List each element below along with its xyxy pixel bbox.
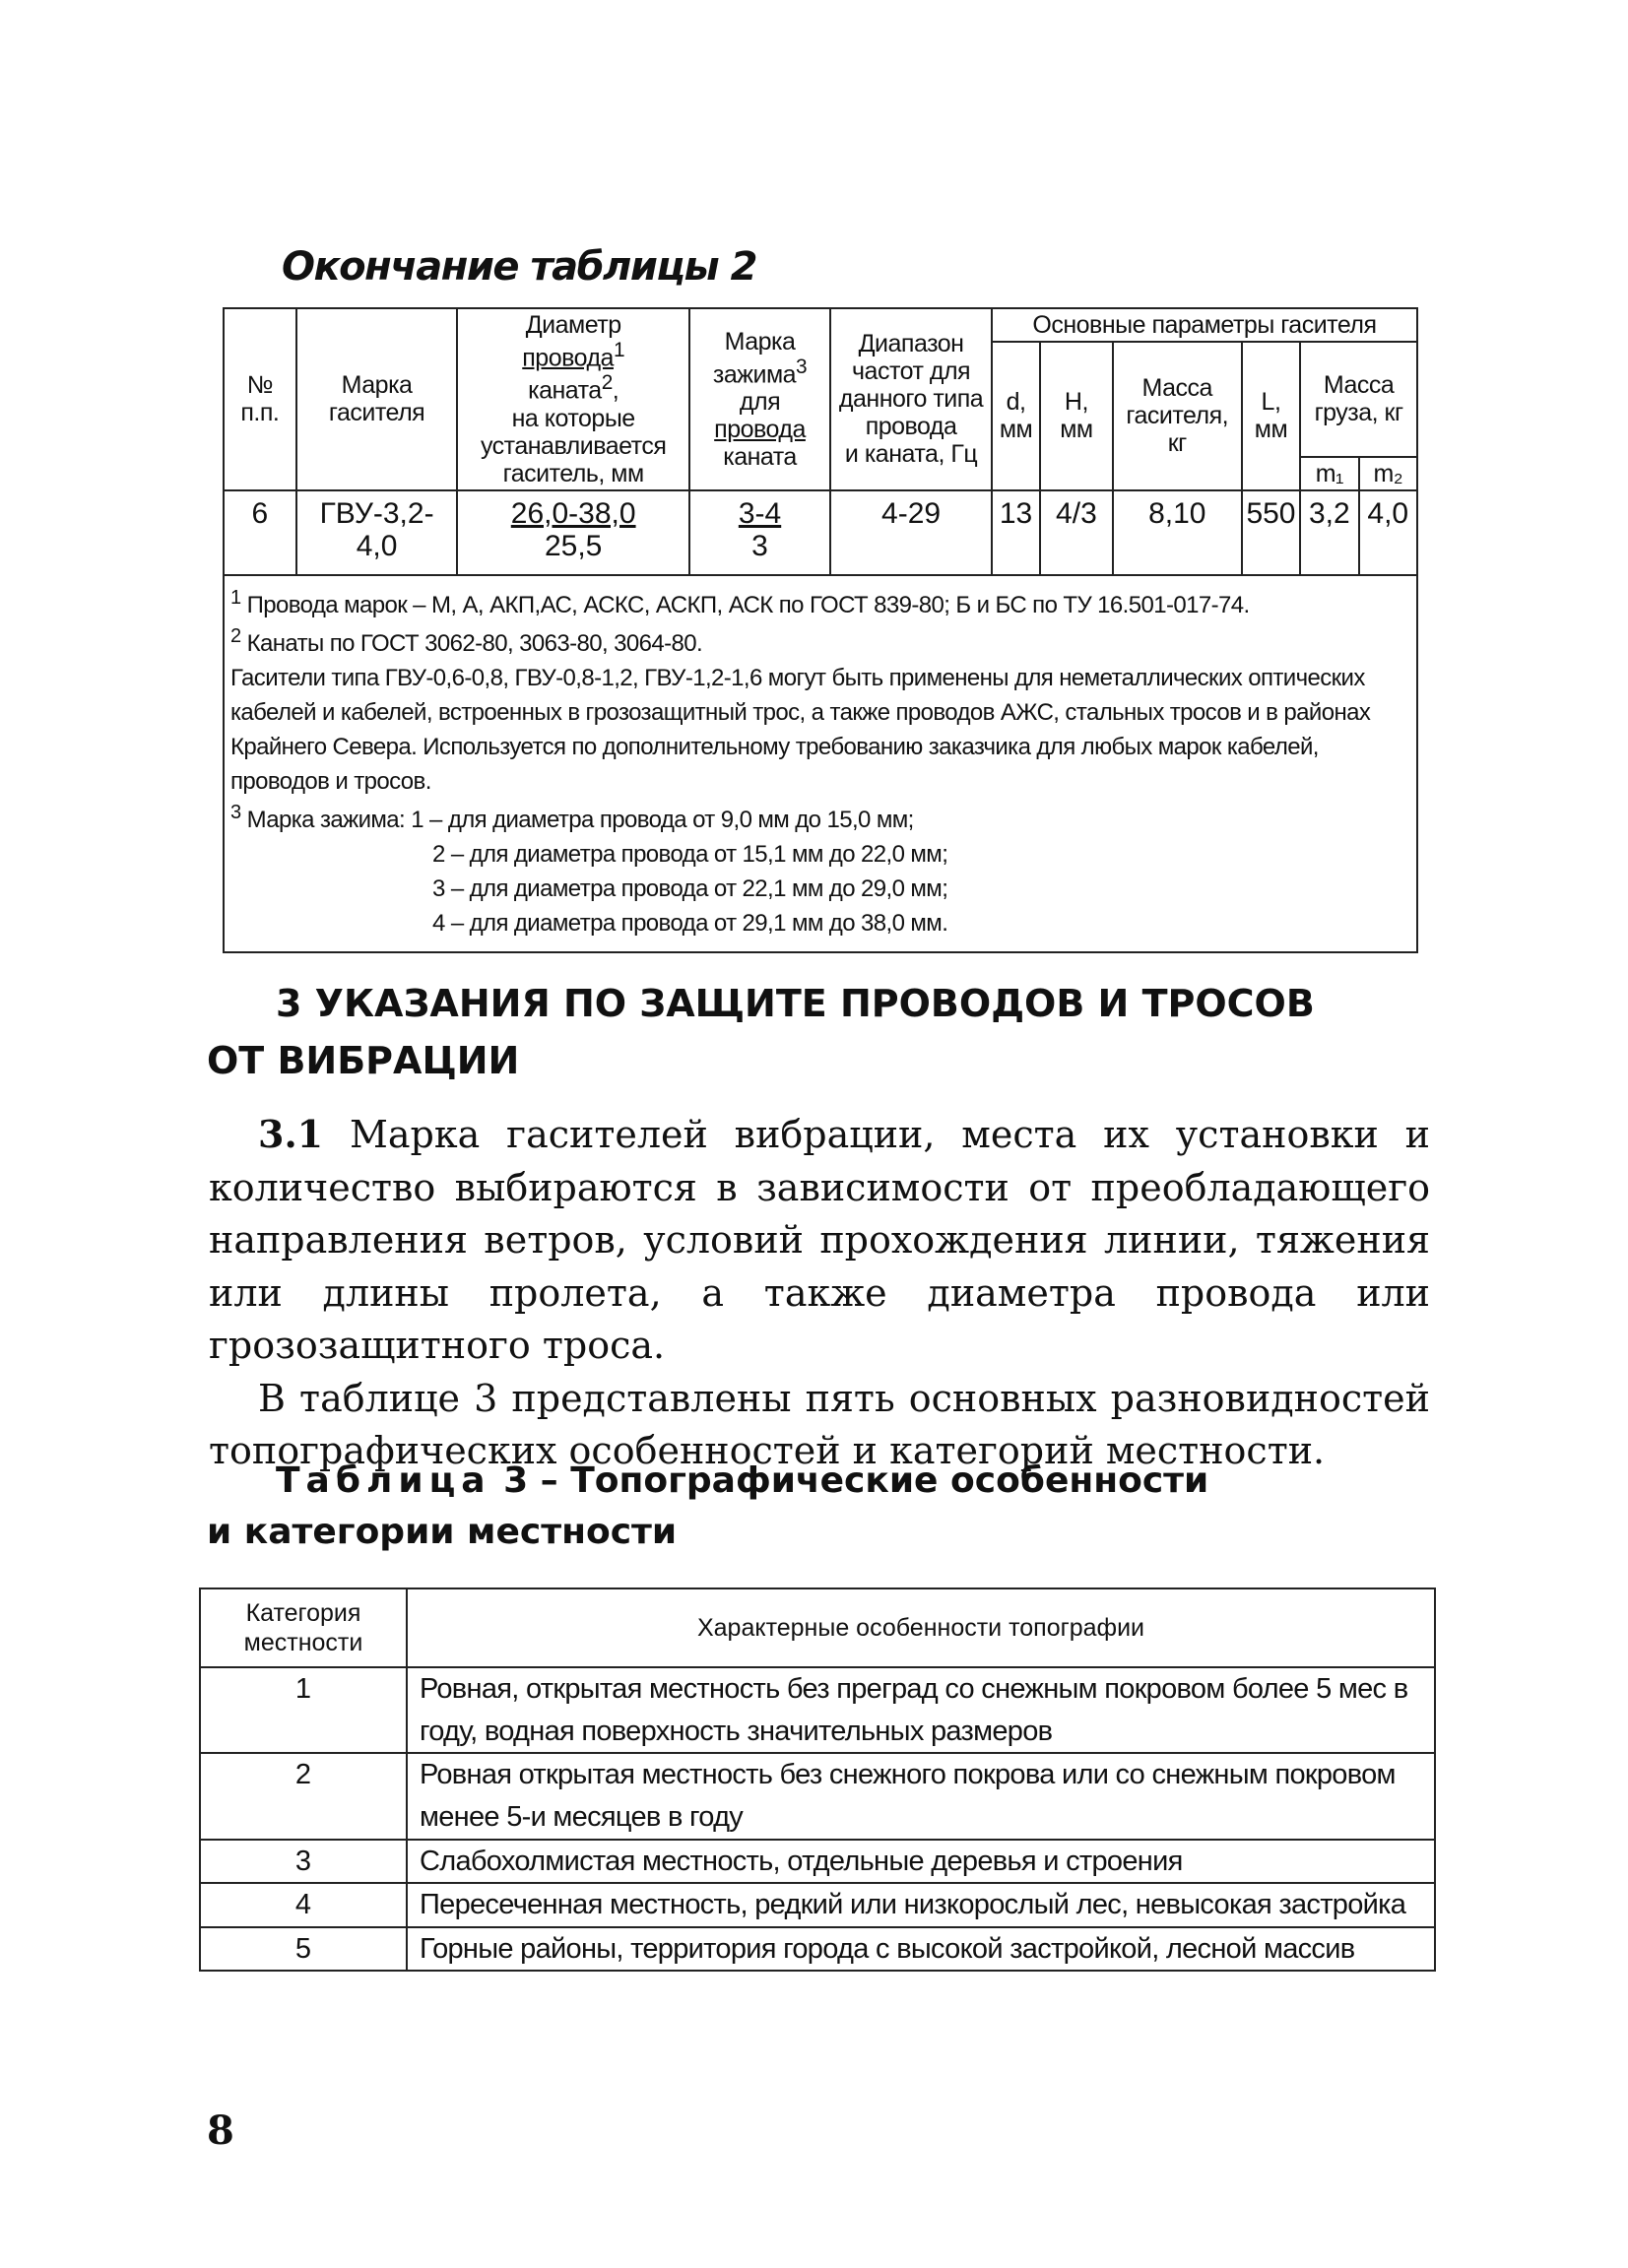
- header-h-1: H,: [1064, 388, 1088, 417]
- header-clamp-e: каната: [723, 442, 797, 471]
- header-freq-3: данного типа: [838, 385, 984, 414]
- header-num-line2: п.п.: [240, 399, 280, 427]
- category-cell: 2: [200, 1753, 407, 1839]
- description-cell: Горные районы, территория города с высокой застройкой, лесной массив: [407, 1927, 1435, 1972]
- header-diameter-c: каната: [528, 376, 602, 405]
- header-l: [1242, 342, 1300, 490]
- table-row: [200, 1840, 1435, 1884]
- header-load-mass: [1300, 342, 1417, 457]
- cell-d: 13: [992, 490, 1040, 575]
- header-l-2: мм: [1254, 416, 1288, 444]
- header-l-1: L,: [1261, 388, 1281, 417]
- table3-caption: [207, 1456, 1438, 1558]
- table-row: [200, 1927, 1435, 1972]
- cell-frequency: 4-29: [830, 490, 992, 575]
- table2-notes: [224, 575, 1417, 952]
- table3-caption-line1: [207, 1456, 1438, 1507]
- header-category-2: местности: [243, 1629, 363, 1656]
- section-heading: [207, 975, 1428, 1089]
- table3-body: [200, 1667, 1435, 1971]
- header-freq-4: провода: [865, 413, 957, 441]
- header-category: [200, 1588, 407, 1667]
- header-mass-2: гасителя,: [1126, 402, 1229, 430]
- category-cell: 3: [200, 1840, 407, 1884]
- category-cell: 1: [200, 1667, 407, 1753]
- header-diameter-e: устанавливается: [480, 431, 667, 460]
- header-brand-line1: Марка: [341, 371, 413, 400]
- header-d: [992, 342, 1040, 490]
- header-load-1: Масса: [1323, 371, 1395, 400]
- cell-l: 550: [1242, 490, 1300, 575]
- header-freq-2: частот для: [852, 357, 971, 386]
- header-freq-1: Диапазон: [858, 330, 964, 358]
- header-d-1: d,: [1006, 388, 1026, 417]
- header-diameter-c-tail: ,: [612, 376, 619, 405]
- cell-m2: 4,0: [1359, 490, 1417, 575]
- cell-diameter: [457, 490, 688, 575]
- cell-clamp-cable: 3: [751, 530, 768, 563]
- header-diameter-b-sup: 1: [613, 339, 625, 361]
- note-2-sup: 2: [230, 625, 241, 648]
- header-diameter: [457, 308, 688, 490]
- table2-caption: Окончание таблицы 2: [282, 244, 756, 290]
- header-mass-3: кг: [1167, 429, 1187, 458]
- note-2-paragraph: Гасители типа ГВУ-0,6-0,8, ГВУ-0,8-1,2, ГВУ-1,2-1,6 могут быть применены для неметаллических оптических кабелей и кабелей, встроенных в грозозащитный трос, а также проводов АЖС, стальных тросов и в районах Крайнего Севера. Используется по дополнительному требованию заказчика для любых марок кабелей, проводов и тросов.: [230, 665, 1371, 795]
- cell-h: 4/3: [1040, 490, 1113, 575]
- description-cell: Ровная, открытая местность без преград со снежным покровом более 5 мес в году, водная поверхность значительных размеров: [407, 1667, 1435, 1753]
- header-mass: [1113, 342, 1242, 490]
- cell-diam-wire: 26,0-38,0: [510, 496, 636, 530]
- header-clamp-c: для: [739, 387, 781, 416]
- table-row: [200, 1883, 1435, 1927]
- header-h-2: мм: [1060, 416, 1093, 444]
- cell-mass: 8,10: [1113, 490, 1242, 575]
- header-category-1: Категория: [245, 1599, 361, 1627]
- cell-clamp-wire: 3-4: [738, 496, 782, 530]
- table3-header-row: [200, 1588, 1435, 1667]
- header-freq-5: и каната, Гц: [844, 440, 978, 469]
- header-num: [224, 308, 296, 490]
- note-3: [230, 799, 1410, 838]
- header-brand-line2: гасителя: [328, 399, 425, 427]
- note-2: [230, 622, 1410, 662]
- header-diameter-b: провода: [522, 344, 614, 372]
- table3-caption-line2: и категории местности: [207, 1512, 678, 1552]
- header-clamp-b-sup: 3: [796, 355, 808, 378]
- header-clamp: [689, 308, 830, 490]
- header-diameter-c-sup: 2: [601, 371, 613, 395]
- header-diameter-a: Диаметр: [525, 311, 621, 339]
- cell-num: 6: [224, 490, 296, 575]
- header-m1: m₁: [1300, 457, 1358, 490]
- note-3-text: Марка зажима: 1 – для диаметра провода от 9,0 мм до 15,0 мм;: [240, 807, 914, 834]
- category-cell: 4: [200, 1883, 407, 1927]
- header-load-2: груза, кг: [1314, 399, 1403, 427]
- section-heading-line2: ОТ ВИБРАЦИИ: [207, 1039, 520, 1082]
- table3-caption-word: Таблица: [276, 1460, 491, 1501]
- note-3-line3: 3 – для диаметра провода от 22,1 мм до 29,0 мм;: [432, 875, 948, 903]
- table2-header-row: [224, 308, 1417, 342]
- paragraph-3-1-num: 3.1: [258, 1112, 324, 1156]
- section-heading-line1: 3 УКАЗАНИЯ ПО ЗАЩИТЕ ПРОВОДОВ И ТРОСОВ: [276, 982, 1315, 1025]
- header-clamp-d: провода: [714, 415, 806, 443]
- header-clamp-a: Марка: [724, 327, 796, 356]
- terrain-category-table: [199, 1588, 1436, 1972]
- cell-clamp: [689, 490, 830, 575]
- section-body: [209, 1108, 1430, 1478]
- table2-data-row: [224, 490, 1417, 575]
- cell-m1: 3,2: [1300, 490, 1358, 575]
- table3-caption-rest: 3 – Топографические особенности: [490, 1460, 1209, 1501]
- paragraph-3-1: [209, 1108, 1430, 1373]
- header-diameter-d: на которые: [511, 404, 635, 432]
- description-cell: Слабохолмистая местность, отдельные деревья и строения: [407, 1840, 1435, 1884]
- header-brand: [296, 308, 458, 490]
- table-row: [200, 1753, 1435, 1839]
- header-main-params: Основные параметры гасителя: [992, 308, 1417, 342]
- header-frequency: [830, 308, 992, 490]
- note-3-line2: 2 – для диаметра провода от 15,1 мм до 22,0 мм;: [432, 841, 948, 869]
- description-cell: Пересеченная местность, редкий или низкорослый лес, невысокая застройка: [407, 1883, 1435, 1927]
- vibration-damper-table: [223, 307, 1418, 953]
- note-2-text: Канаты по ГОСТ 3062-80, 3063-80, 3064-80.: [240, 630, 703, 658]
- table-row: [200, 1667, 1435, 1753]
- description-cell: Ровная открытая местность без снежного покрова или со снежным покровом менее 5-и месяцев в году: [407, 1753, 1435, 1839]
- cell-brand: ГВУ-3,2-4,0: [296, 490, 458, 575]
- note-1: [230, 584, 1410, 623]
- header-d-2: мм: [999, 416, 1033, 444]
- note-1-text: Провода марок – М, А, АКП,АС, АСКС, АСКП, АСК по ГОСТ 839-80; Б и БС по ТУ 16.501-017-74.: [240, 591, 1250, 618]
- paragraph-table3-intro: В таблице 3 представлены пять основных разновидностей топографических особенностей и категорий местности.: [209, 1376, 1430, 1472]
- header-mass-1: Масса: [1141, 374, 1212, 403]
- header-h: [1040, 342, 1113, 490]
- header-num-line1: №: [246, 371, 273, 400]
- header-topography: Характерные особенности топографии: [407, 1588, 1435, 1667]
- table2-notes-row: [224, 575, 1417, 952]
- note-3-line4: 4 – для диаметра провода от 29,1 мм до 38,0 мм.: [432, 909, 948, 937]
- page-number: 8: [207, 2107, 234, 2154]
- category-cell: 5: [200, 1927, 407, 1972]
- note-1-sup: 1: [230, 586, 241, 609]
- note-3-sup: 3: [230, 802, 241, 824]
- paragraph-3-1-text: Марка гасителей вибрации, места их установки и количество выбираются в зависимости от преобладающего направления ветров, условий прохождения линии, тяжения или длины пролета, а также диаметра провода или грозозащитного троса.: [209, 1113, 1430, 1367]
- header-diameter-f: гаситель, мм: [502, 459, 644, 487]
- cell-diam-cable: 25,5: [544, 530, 603, 563]
- header-clamp-b: зажима: [712, 359, 797, 388]
- header-m2: m₂: [1359, 457, 1417, 490]
